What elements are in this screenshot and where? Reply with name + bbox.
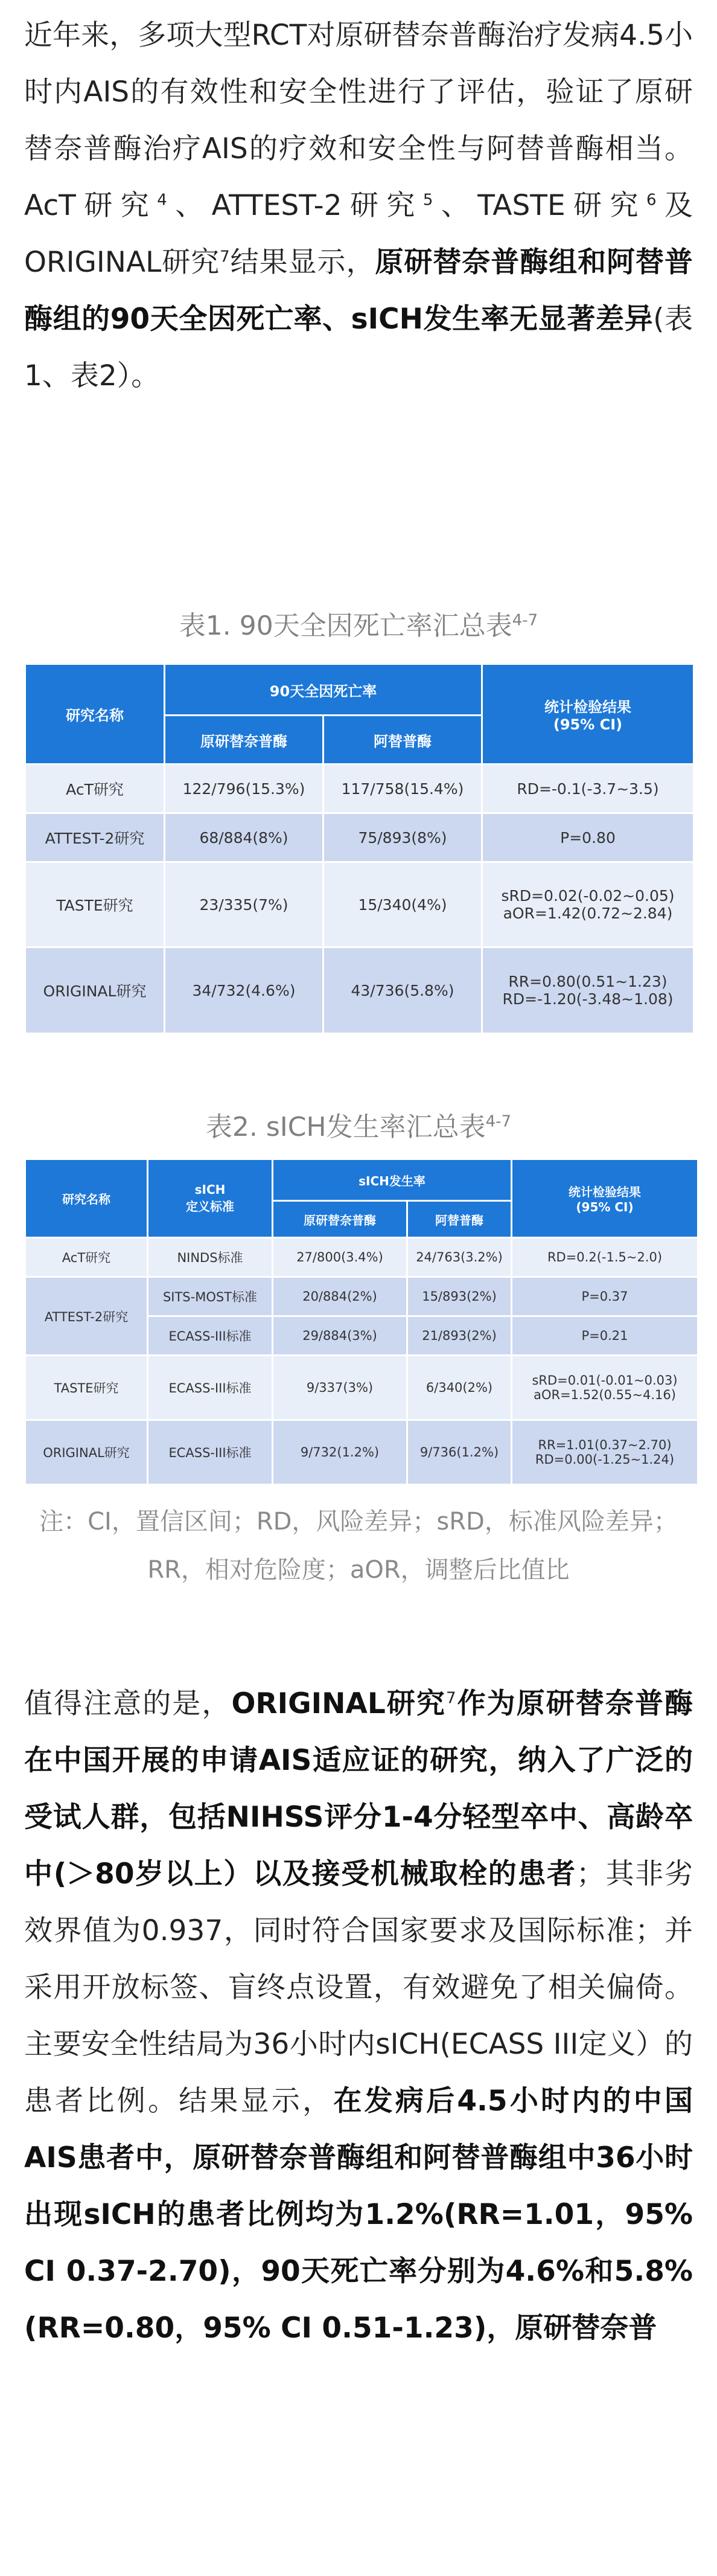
t2-header-alt: 阿替普酶 xyxy=(408,1202,511,1237)
table1-caption xyxy=(24,604,693,642)
t2-study: TASTE研究 xyxy=(26,1356,147,1419)
t2-def: ECASS-III标准 xyxy=(148,1421,272,1484)
t2-header-def-l2: 定义标准 xyxy=(186,1199,234,1214)
table1-caption-ref: 4-7 xyxy=(512,611,538,630)
table-row xyxy=(26,1238,697,1276)
t1-alt: 15/340(4%) xyxy=(324,863,481,946)
table-row xyxy=(26,948,693,1033)
ref-7: 7 xyxy=(220,248,230,266)
ref-5: 5 xyxy=(422,191,433,210)
t1-study: ORIGINAL研究 xyxy=(26,948,164,1033)
t2-study: ATTEST-2研究 xyxy=(26,1278,147,1354)
t2-alt: 15/893(2%) xyxy=(408,1278,511,1315)
t2-alt: 21/893(2%) xyxy=(408,1317,511,1354)
p2-ref-7: 7 xyxy=(445,1689,456,1708)
table2-caption-ref: 4-7 xyxy=(485,1112,512,1131)
p2-bold-2: 作为原研替奈普酶在中国开展的申请AIS适应证的研究，纳入了广泛的受试人群，包括NIHSS评分1-4分轻型卒中、高龄卒中(＞80岁以上）以及接受机械取栓的患者 xyxy=(24,1687,693,1891)
t2-header-tnk: 原研替奈普酶 xyxy=(273,1202,406,1237)
t1-tnk: 34/732(4.6%) xyxy=(165,948,322,1033)
footnote-line-2: RR，相对危险度；aOR，调整后比值比 xyxy=(147,1556,570,1584)
t2-header-stat-l2: (95% CI) xyxy=(576,1200,634,1214)
table-footnote xyxy=(0,1498,717,1594)
t2-alt: 24/763(3.2%) xyxy=(408,1238,511,1276)
t2-alt: 6/340(2%) xyxy=(408,1356,511,1419)
t1-study: TASTE研究 xyxy=(26,863,164,946)
t2-stat: RD=0.2(-1.5~2.0) xyxy=(512,1238,697,1276)
t2-tnk: 9/337(3%) xyxy=(273,1356,406,1419)
t1-study: ATTEST-2研究 xyxy=(26,814,164,861)
intro-text-5: 结果显示， xyxy=(229,246,375,279)
t2-header-group: sICH发生率 xyxy=(273,1160,511,1200)
p2-bold-1: ORIGINAL研究 xyxy=(231,1687,446,1720)
t1-stat xyxy=(483,863,693,946)
sich-table xyxy=(24,1158,699,1485)
t2-stat: P=0.21 xyxy=(512,1317,697,1354)
t2-tnk: 20/884(2%) xyxy=(273,1278,406,1315)
t2-alt: 9/736(1.2%) xyxy=(408,1421,511,1484)
t1-header-study: 研究名称 xyxy=(26,665,164,763)
t1-header-tnk: 原研替奈普酶 xyxy=(165,716,322,763)
t2-study: AcT研究 xyxy=(26,1238,147,1276)
table-row xyxy=(26,1278,697,1315)
t1-stat xyxy=(483,948,693,1033)
p2-bold-3: 在发病后4.5小时内的中国AIS患者中，原研替奈普酶组和阿替普酶组中36小时出现sICH的患者比例均为1.2%(RR=1.01，95% CI 0.37-2.70)，90天死亡率分别为4.6%和5.8%(RR=0.80，95% CI 0.51-1.23)，原研替奈普 xyxy=(24,2084,693,2345)
table-row xyxy=(26,814,693,861)
t1-stat-l2: RD=-1.20(-3.48~1.08) xyxy=(502,990,674,1008)
intro-paragraph xyxy=(24,7,693,405)
table-row xyxy=(26,1421,697,1484)
t2-tnk: 9/732(1.2%) xyxy=(273,1421,406,1484)
t1-header-alt: 阿替普酶 xyxy=(324,716,481,763)
table-row xyxy=(26,765,693,812)
t1-tnk: 23/335(7%) xyxy=(165,863,322,946)
t2-stat-l2: RD=0.00(-1.25~1.24) xyxy=(535,1452,675,1467)
t1-stat: RD=-0.1(-3.7~3.5) xyxy=(483,765,693,812)
t2-header-def-l1: sICH xyxy=(194,1182,226,1197)
intro-text-2: 、ATTEST-2研究 xyxy=(167,189,423,222)
t2-stat-l1: sRD=0.01(-0.01~0.03) xyxy=(532,1373,678,1388)
t2-header-def xyxy=(148,1160,272,1237)
t2-def: ECASS-III标准 xyxy=(148,1317,272,1354)
table2-caption xyxy=(24,1105,693,1144)
t2-study: ORIGINAL研究 xyxy=(26,1421,147,1484)
t2-def: SITS-MOST标准 xyxy=(148,1278,272,1315)
t1-tnk: 122/796(15.3%) xyxy=(165,765,322,812)
t1-header-stat-l1: 统计检验结果 xyxy=(544,699,631,716)
t1-tnk: 68/884(8%) xyxy=(165,814,322,861)
t2-def: ECASS-III标准 xyxy=(148,1356,272,1419)
t1-study: AcT研究 xyxy=(26,765,164,812)
intro-text-6: (表1、表2）。 xyxy=(24,303,693,392)
table-row xyxy=(26,1356,697,1419)
intro-text-4: 及ORIGINAL研究 xyxy=(24,189,693,279)
t2-stat-l1: RR=1.01(0.37~2.70) xyxy=(538,1438,672,1452)
original-study-paragraph xyxy=(24,1676,693,2357)
t2-stat: P=0.37 xyxy=(512,1278,697,1315)
ref-4: 4 xyxy=(157,191,167,210)
t1-alt: 75/893(8%) xyxy=(324,814,481,861)
t2-def: NINDS标准 xyxy=(148,1238,272,1276)
t1-alt: 117/758(15.4%) xyxy=(324,765,481,812)
table2-caption-text: 表2. sICH发生率汇总表 xyxy=(205,1112,486,1142)
t2-stat xyxy=(512,1356,697,1419)
intro-text-1: 近年来，多项大型RCT对原研替奈普酶治疗发病4.5小时内AIS的有效性和安全性进行了评估，验证了原研替奈普酶治疗AIS的疗效和安全性与阿替普酶相当。AcT研究 xyxy=(24,19,693,222)
t2-header-study: 研究名称 xyxy=(26,1160,147,1237)
intro-text-3: 、TASTE研究 xyxy=(433,189,647,222)
t2-header-stat xyxy=(512,1160,697,1237)
t1-stat: P=0.80 xyxy=(483,814,693,861)
intro-bold-conclusion: 原研替奈普酶组和阿替普酶组的90天全因死亡率、sICH发生率无显著差异 xyxy=(24,246,693,336)
p2-text-1: 值得注意的是， xyxy=(24,1687,232,1720)
t1-stat-l2: aOR=1.42(0.72~2.84) xyxy=(503,905,673,922)
t2-stat-l2: aOR=1.52(0.55~4.16) xyxy=(534,1388,676,1402)
t1-stat-l1: sRD=0.02(-0.02~0.05) xyxy=(501,887,675,905)
t2-header-stat-l1: 统计检验结果 xyxy=(569,1185,642,1199)
mortality-table xyxy=(24,663,695,1034)
t1-alt: 43/736(5.8%) xyxy=(324,948,481,1033)
t1-header-group: 90天全因死亡率 xyxy=(165,665,481,714)
ref-6: 6 xyxy=(646,191,657,210)
t2-stat xyxy=(512,1421,697,1484)
t2-tnk: 29/884(3%) xyxy=(273,1317,406,1354)
table-row xyxy=(26,863,693,946)
t1-header-stat xyxy=(483,665,693,763)
t1-header-stat-l2: (95% CI) xyxy=(553,716,623,733)
t2-tnk: 27/800(3.4%) xyxy=(273,1238,406,1276)
p2-text-2: ；其非劣效界值为0.937，同时符合国家要求及国际标准；并采用开放标签、盲终点设置，有效避免了相关偏倚。主要安全性结局为36小时内sICH(ECASS III定义）的患者比例。结果显示， xyxy=(24,1857,693,2118)
t1-stat-l1: RR=0.80(0.51~1.23) xyxy=(508,973,668,990)
footnote-line-1: 注：CI，置信区间；RD，风险差异；sRD，标准风险差异； xyxy=(39,1508,678,1536)
table1-caption-text: 表1. 90天全因死亡率汇总表 xyxy=(179,610,512,641)
